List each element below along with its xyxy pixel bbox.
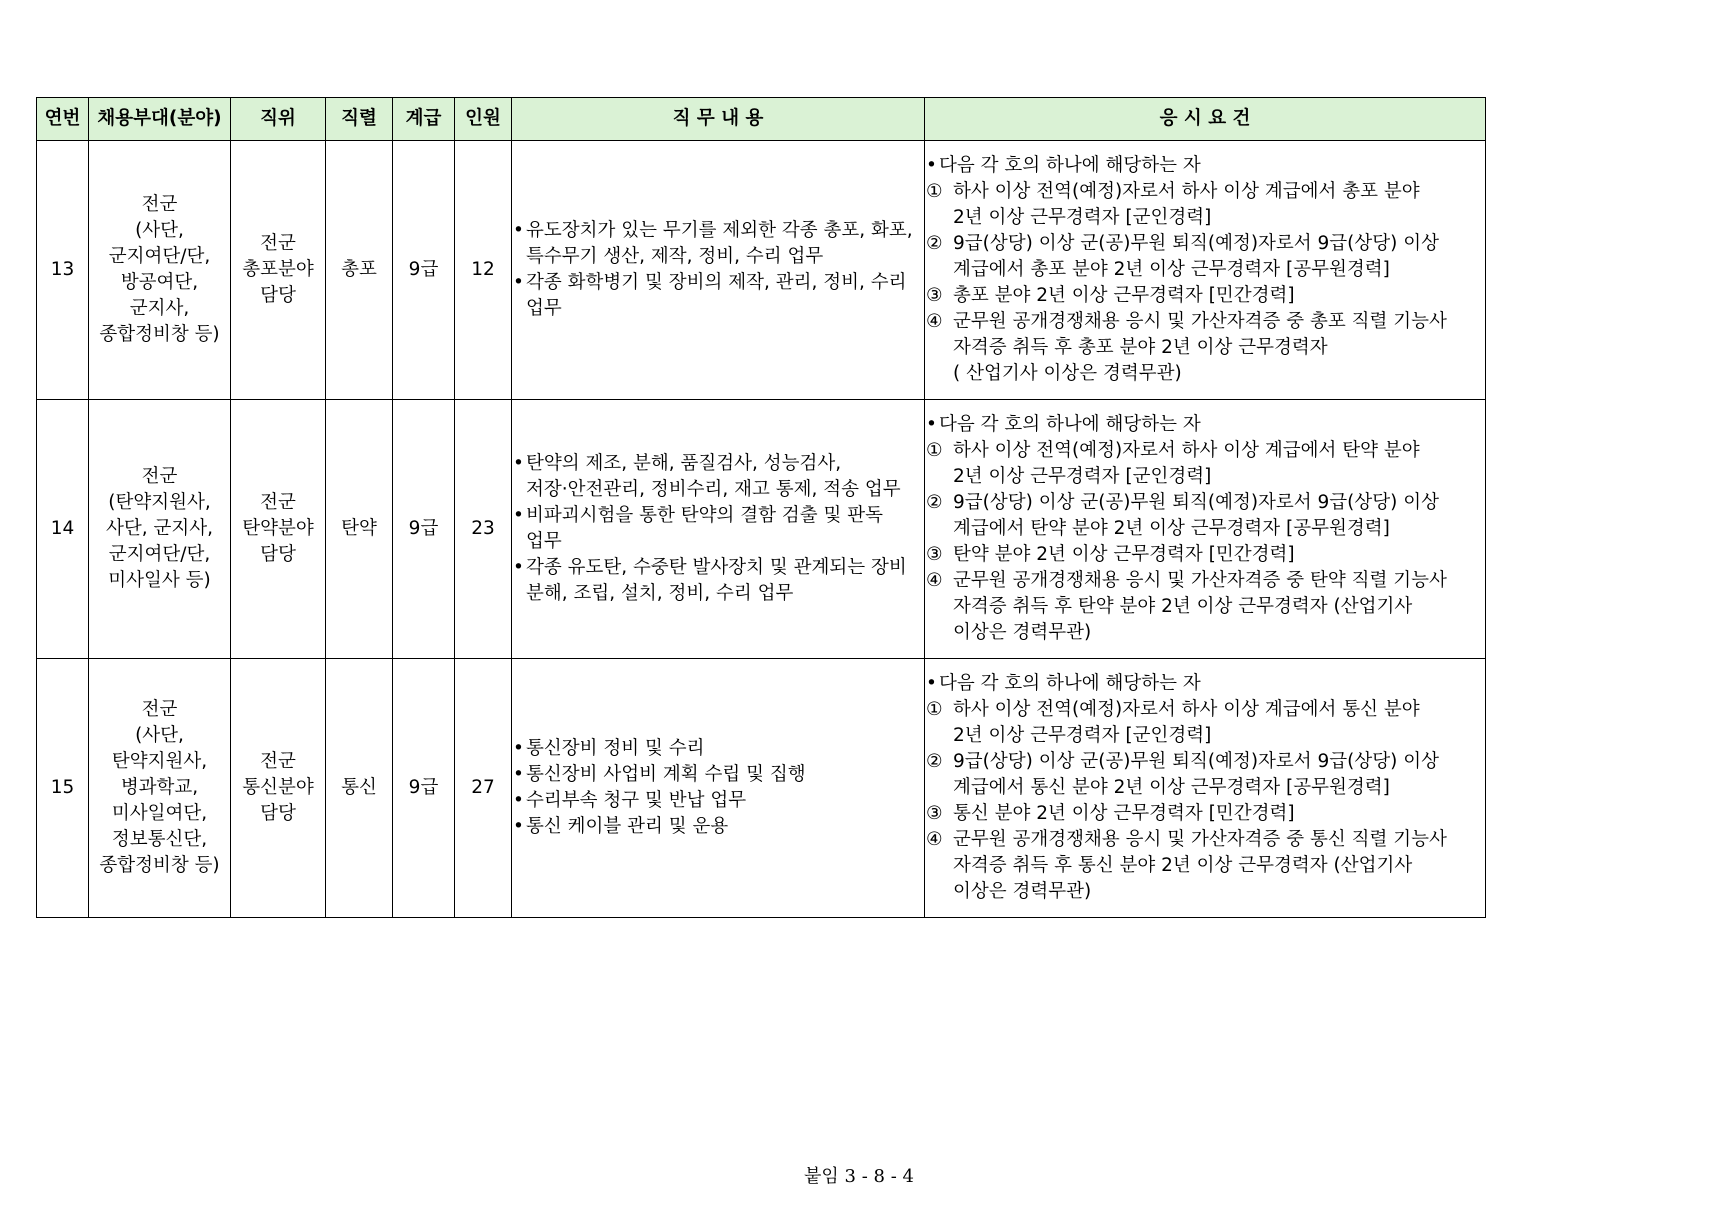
header-duties: 직 무 내 용: [512, 98, 925, 141]
requirement-item: [925, 231, 1485, 283]
row-no-cell: 14: [37, 400, 89, 659]
requirement-number: ①: [926, 440, 943, 461]
row-unit-cell: 전군 (사단, 군지여단/단, 방공여단, 군지사, 종합정비창 등): [89, 141, 231, 400]
row-unit-cell: 전군 (사단, 탄약지원사, 병과학교, 미사일여단, 정보통신단, 종합정비창 등): [89, 659, 231, 918]
bullet-icon: •: [513, 738, 524, 759]
requirement-list: [925, 697, 1485, 905]
requirement-text: 9급(상당) 이상 군(공)무원 퇴직(예정)자로서 9급(상당) 이상 계급에서 총포 분야 2년 이상 근무경력자 [공무원경력]: [953, 233, 1439, 280]
row-series-cell: 총포: [326, 141, 393, 400]
bullet-icon: •: [513, 453, 524, 474]
requirement-number: ②: [926, 492, 943, 513]
requirement-number: ③: [926, 285, 943, 306]
duty-text: 통신장비 사업비 계획 수립 및 집행: [526, 764, 806, 785]
duty-list: [512, 451, 924, 607]
requirement-item: [925, 438, 1485, 490]
requirement-text: 하사 이상 전역(예정)자로서 하사 이상 계급에서 통신 분야 2년 이상 근무경력자 [군인경력]: [953, 699, 1420, 746]
requirement-intro-text: 다음 각 호의 하나에 해당하는 자: [939, 155, 1201, 176]
duty-item: [512, 555, 924, 607]
requirement-item: [925, 490, 1485, 542]
requirement-item: [925, 749, 1485, 801]
bullet-icon: •: [513, 557, 524, 578]
duty-item: [512, 503, 924, 555]
duty-text: 수리부속 청구 및 반납 업무: [526, 790, 747, 811]
page-footer: 붙임 3 - 8 - 4: [804, 1166, 914, 1187]
bullet-icon: •: [926, 673, 937, 694]
requirement-intro-text: 다음 각 호의 하나에 해당하는 자: [939, 673, 1201, 694]
row-grade-cell: 9급: [393, 659, 455, 918]
duty-text: 통신 케이블 관리 및 운용: [526, 816, 729, 837]
requirement-text: 9급(상당) 이상 군(공)무원 퇴직(예정)자로서 9급(상당) 이상 계급에서 통신 분야 2년 이상 근무경력자 [공무원경력]: [953, 751, 1439, 798]
header-requirements: 응 시 요 건: [925, 98, 1486, 141]
duty-text: 유도장치가 있는 무기를 제외한 각종 총포, 화포, 특수무기 생산, 제작, 정비, 수리 업무: [526, 220, 913, 267]
row-position-cell: 전군 총포분야 담당: [231, 141, 326, 400]
row-requirements-cell: [925, 400, 1486, 659]
row-count-cell: 12: [455, 141, 512, 400]
requirement-intro-text: 다음 각 호의 하나에 해당하는 자: [939, 414, 1201, 435]
header-row: [37, 98, 1486, 141]
row-grade-cell: 9급: [393, 400, 455, 659]
duty-item: [512, 270, 924, 322]
row-no-cell: 15: [37, 659, 89, 918]
requirement-number: ④: [926, 570, 943, 591]
bullet-icon: •: [513, 505, 524, 526]
bullet-icon: •: [513, 220, 524, 241]
requirement-number: ④: [926, 311, 943, 332]
row-series-cell: 통신: [326, 659, 393, 918]
requirement-item: [925, 827, 1485, 905]
requirement-item: [925, 309, 1485, 387]
bullet-icon: •: [513, 272, 524, 293]
header-no: 연번: [37, 98, 89, 141]
bullet-icon: •: [926, 414, 937, 435]
duty-item: [512, 814, 924, 840]
requirement-text: 하사 이상 전역(예정)자로서 하사 이상 계급에서 총포 분야 2년 이상 근무경력자 [군인경력]: [953, 181, 1420, 228]
row-no-cell: 13: [37, 141, 89, 400]
requirement-intro: [925, 671, 1485, 697]
row-duties-cell: [512, 141, 925, 400]
header-series: 직렬: [326, 98, 393, 141]
requirement-list: [925, 438, 1485, 646]
row-count-cell: 23: [455, 400, 512, 659]
row-grade-cell: 9급: [393, 141, 455, 400]
row-series-cell: 탄약: [326, 400, 393, 659]
duty-list: [512, 736, 924, 840]
requirement-text: 군무원 공개경쟁채용 응시 및 가산자격증 중 통신 직렬 기능사 자격증 취득 후 통신 분야 2년 이상 근무경력자 (산업기사 이상은 경력무관): [953, 829, 1447, 902]
requirement-item: [925, 542, 1485, 568]
requirement-text: 9급(상당) 이상 군(공)무원 퇴직(예정)자로서 9급(상당) 이상 계급에서 탄약 분야 2년 이상 근무경력자 [공무원경력]: [953, 492, 1439, 539]
requirement-number: ③: [926, 544, 943, 565]
requirement-item: [925, 283, 1485, 309]
requirement-text: 하사 이상 전역(예정)자로서 하사 이상 계급에서 탄약 분야 2년 이상 근무경력자 [군인경력]: [953, 440, 1420, 487]
row-requirements-cell: [925, 141, 1486, 400]
requirement-text: 총포 분야 2년 이상 근무경력자 [민간경력]: [953, 285, 1295, 306]
bullet-icon: •: [513, 816, 524, 837]
duty-item: [512, 218, 924, 270]
duty-item: [512, 762, 924, 788]
row-requirements-cell: [925, 659, 1486, 918]
duty-text: 각종 화학병기 및 장비의 제작, 관리, 정비, 수리 업무: [526, 272, 907, 319]
table-row: [37, 400, 1486, 659]
header-count: 인원: [455, 98, 512, 141]
bullet-icon: •: [513, 764, 524, 785]
requirement-intro: [925, 412, 1485, 438]
requirement-item: [925, 179, 1485, 231]
requirement-text: 통신 분야 2년 이상 근무경력자 [민간경력]: [953, 803, 1295, 824]
row-position-cell: 전군 탄약분야 담당: [231, 400, 326, 659]
requirement-intro: [925, 153, 1485, 179]
requirement-number: ②: [926, 751, 943, 772]
duty-text: 각종 유도탄, 수중탄 발사장치 및 관계되는 장비 분해, 조립, 설치, 정비, 수리 업무: [526, 557, 907, 604]
bullet-icon: •: [926, 155, 937, 176]
table-row: [37, 141, 1486, 400]
requirement-item: [925, 801, 1485, 827]
duty-item: [512, 788, 924, 814]
duty-text: 탄약의 제조, 분해, 품질검사, 성능검사, 저장·안전관리, 정비수리, 재고 통제, 적송 업무: [526, 453, 901, 500]
requirement-number: ②: [926, 233, 943, 254]
duty-item: [512, 736, 924, 762]
duty-list: [512, 218, 924, 322]
requirement-text: 군무원 공개경쟁채용 응시 및 가산자격증 중 탄약 직렬 기능사 자격증 취득 후 탄약 분야 2년 이상 근무경력자 (산업기사 이상은 경력무관): [953, 570, 1447, 643]
requirement-list: [925, 179, 1485, 387]
duty-text: 비파괴시험을 통한 탄약의 결함 검출 및 판독 업무: [526, 505, 883, 552]
requirement-item: [925, 697, 1485, 749]
bullet-icon: •: [513, 790, 524, 811]
row-duties-cell: [512, 659, 925, 918]
requirement-text: 탄약 분야 2년 이상 근무경력자 [민간경력]: [953, 544, 1295, 565]
table-row: [37, 659, 1486, 918]
requirement-text: 군무원 공개경쟁채용 응시 및 가산자격증 중 총포 직렬 기능사 자격증 취득 후 총포 분야 2년 이상 근무경력자 ( 산업기사 이상은 경력무관): [953, 311, 1447, 384]
header-grade: 계급: [393, 98, 455, 141]
duty-text: 통신장비 정비 및 수리: [526, 738, 705, 759]
row-position-cell: 전군 통신분야 담당: [231, 659, 326, 918]
requirement-item: [925, 568, 1485, 646]
row-unit-cell: 전군 (탄약지원사, 사단, 군지사, 군지여단/단, 미사일사 등): [89, 400, 231, 659]
duty-item: [512, 451, 924, 503]
header-unit: 채용부대(분야): [89, 98, 231, 141]
requirement-number: ③: [926, 803, 943, 824]
header-position: 직위: [231, 98, 326, 141]
requirement-number: ④: [926, 829, 943, 850]
table-body: [37, 141, 1486, 918]
row-count-cell: 27: [455, 659, 512, 918]
requirement-number: ①: [926, 699, 943, 720]
row-duties-cell: [512, 400, 925, 659]
requirement-number: ①: [926, 181, 943, 202]
recruitment-table: [36, 97, 1486, 918]
